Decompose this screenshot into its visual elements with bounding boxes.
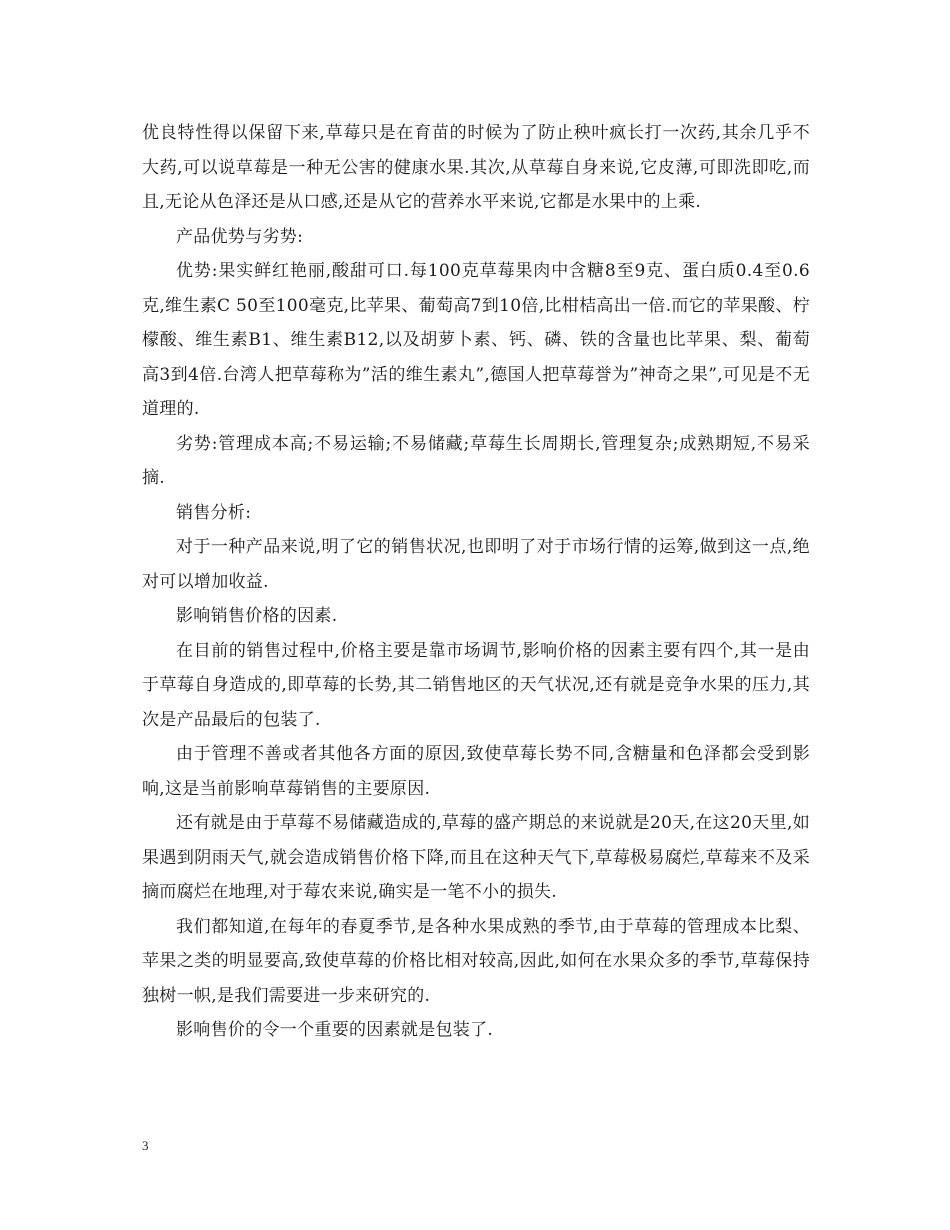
heading-sales-analysis: 销售分析: <box>176 502 252 523</box>
paragraph-advantages: 优势:果实鲜红艳丽,酸甜可口.每100克草莓果肉中含糖8至9克、蛋白质0.4至0.6克,维生素C 50至100毫克,比苹果、葡萄高7到10倍,比柑桔高出一倍.而它的苹果酸、柠檬酸、维生素B1、维生素B12,以及胡萝卜素、钙、磷、铁的含量也比苹果、梨、葡萄高3到4倍.台湾人把草莓称为”活的维生素丸”,德国人把草莓誉为”神奇之果”,可见是不无道理的. <box>142 261 810 419</box>
paragraph-storage: 还有就是由于草莓不易储藏造成的,草莓的盛产期总的来说就是20天,在这20天里,如果遇到阴雨天气,就会造成销售价格下降,而且在这种天气下,草莓极易腐烂,草莓来不及采摘而腐烂在地理,对于莓农来说,确实是一笔不小的损失. <box>142 813 810 902</box>
heading-advantages-disadvantages: 产品优势与劣势: <box>176 226 304 247</box>
paragraph-disadvantages: 劣势:管理成本高;不易运输;不易储藏;草莓生长周期长,管理复杂;成熟期短,不易采摘. <box>142 433 810 488</box>
body-text <box>142 116 810 1048</box>
paragraph-price-factors: 在目前的销售过程中,价格主要是靠市场调节,影响价格的因素主要有四个,其一是由于草莓自身造成的,即草莓的长势,其二销售地区的天气状况,还有就是竞争水果的压力,其次是产品最后的包装了. <box>142 640 810 730</box>
paragraph-packaging: 影响售价的令一个重要的因素就是包装了. <box>176 1020 494 1040</box>
paragraph-management: 由于管理不善或者其他各方面的原因,致使草莓长势不同,含糖量和色泽都会受到影响,这是当前影响草莓销售的主要原因. <box>142 744 810 799</box>
paragraph-continuation: 优良特性得以保留下来,草莓只是在育苗的时候为了防止秧叶疯长打一次药,其余几乎不大药,可以说草莓是一种无公害的健康水果.其次,从草莓自身来说,它皮薄,可即洗即吃,而且,无论从色泽还是从口感,还是从它的营养水平来说,它都是水果中的上乘. <box>142 123 810 212</box>
paragraph-sales-intro: 对于一种产品来说,明了它的销售状况,也即明了对于市场行情的运筹,做到这一点,绝对可以增加收益. <box>142 537 810 592</box>
heading-price-factors: 影响销售价格的因素. <box>176 606 338 626</box>
paragraph-season: 我们都知道,在每年的春夏季节,是各种水果成熟的季节,由于草莓的管理成本比梨、苹果之类的明显要高,致使草莓的价格比相对较高,因此,如何在水果众多的季节,草莓保持独树一帜,是我们需要进一步来研究的. <box>142 916 810 1006</box>
page-number: 3 <box>142 1138 149 1153</box>
